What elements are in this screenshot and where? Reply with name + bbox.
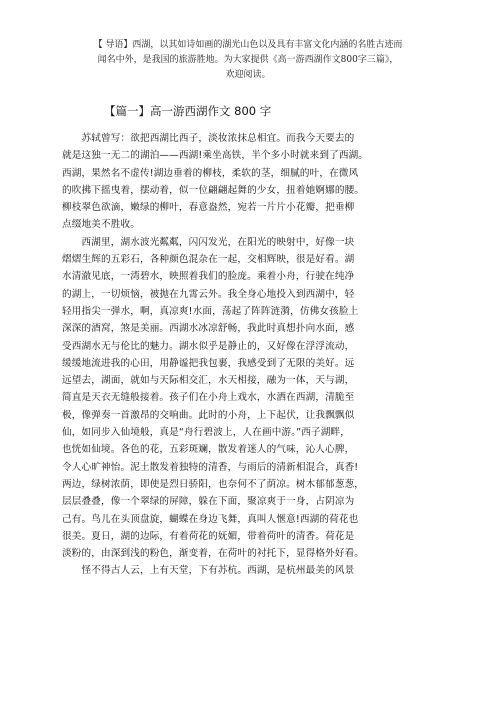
text-line: 很美。夏日，湖的边际，有着荷花的妩媚，带着荷叶的清香。荷花是 [62, 530, 355, 542]
text-line: 仙，如同步入仙境般，真是“舟行碧波上，人在画中游。”西子湖畔， [62, 427, 351, 439]
section-title: 【篇一】高一游西湖作文 800 字 [104, 104, 272, 118]
text-line: 远望去，湖面，就如与天际相交汇，水天相接，融为一体，天与湖， [62, 375, 355, 387]
text-line: 就是这独一无二的湖泊——西湖!乘坐高铁，半个多小时就来到了西湖。 [62, 150, 369, 162]
text-line: 缓缓地流进我的心田，用静谧把我包裹，我感受到了无限的美好。远 [62, 357, 355, 369]
text-line: 苏轼曾写：欲把西湖比西子，淡妆浓抹总相宜。而我今天要去的 [62, 133, 355, 144]
text-line: 熠熠生辉的五彩石，各种颜色混杂在一起，交相辉映，很是好看。湖 [62, 254, 355, 266]
text-line: 层层叠叠，像一个翠绿的屏障，躲在下面，聚凉爽于一身，占阴凉为 [62, 496, 355, 508]
text-line: 也恍如仙境。各色的花，五彩斑斓，散发着迷人的气味，沁人心脾， [62, 444, 355, 456]
text-line: 简直是天衣无缝般接着。孩子们在小舟上戏水，水洒在西湖，清脆至 [62, 392, 355, 404]
text-line: 点缀地美不胜收。 [62, 219, 140, 231]
text-line: 水清澈见底，一湾碧水，映照着我们的脸庞。乘着小舟，行驶在纯净 [62, 271, 355, 283]
text-line: 受西湖水无与伦比的魅力。湖水似乎是静止的，又好像在浮浮流动， [62, 340, 355, 352]
text-line: 令人心旷神怡。泥土散发着独特的清香，与雨后的清新相混合，真香! [62, 461, 359, 473]
text-line: 两边，绿树浓荫，即使是烈日骄阳，也奈何不了荫凉。树木郁郁葱葱， [62, 478, 365, 490]
text-line: 己有。鸟儿在头顶盘旋，蝴蝶在身边飞舞，真叫人惬意!西湖的荷花也 [62, 513, 359, 525]
intro-line: 欢迎阅读。 [225, 70, 271, 80]
text-line: 深深的酒窝，煞是美丽。西湖水冰凉舒畅，我此时真想扑向水面，感 [62, 323, 355, 335]
text-line: 的湖上，一切烦恼，被抛在九霄云外。我全身心地投入到西湖中，轻 [62, 288, 355, 300]
text-line: 的吹拂下摇曳着，摆动着，似一位翩翩起舞的少女，扭着她婀娜的腰。 [62, 184, 365, 196]
text-line: 西湖里，湖水波光粼粼，闪闪发光，在阳光的映射中，好像一块 [62, 236, 355, 248]
intro-line: 闻名中外，是我国的旅游胜地。为大家提供《高一游西湖作文800字三篇》， [97, 55, 399, 65]
text-line: 柳枝翠色欲滴，嫩绿的柳叶，春意盎然，宛若一片片小花瓣，把垂柳 [62, 202, 355, 214]
text-line: 怪不得古人云，上有天堂，下有苏杭。西湖，是杭州最美的风景 [62, 565, 355, 577]
text-line: 淡粉的，由深到浅的粉色，渐变着，在荷叶的衬托下，显得格外好看。 [62, 548, 365, 560]
text-line: 西湖，果然名不虚传!湖边垂着的柳枝，柔软的茎，细腻的叶，在微风 [62, 167, 359, 179]
intro-paragraph [62, 38, 434, 83]
text-line: 轻用指尖一弹水，啊，真凉爽!水面，荡起了阵阵涟漪，仿佛女孩脸上 [62, 305, 359, 317]
intro-line: 【 导语】西湖，以其如诗如画的湖光山色以及具有丰富文化内涵的名胜古迹而 [93, 40, 403, 50]
text-line: 极，像弹奏一首激昂的交响曲。此时的小舟，上下起伏，让我飘飘似 [62, 409, 355, 421]
essay-body [62, 130, 442, 580]
